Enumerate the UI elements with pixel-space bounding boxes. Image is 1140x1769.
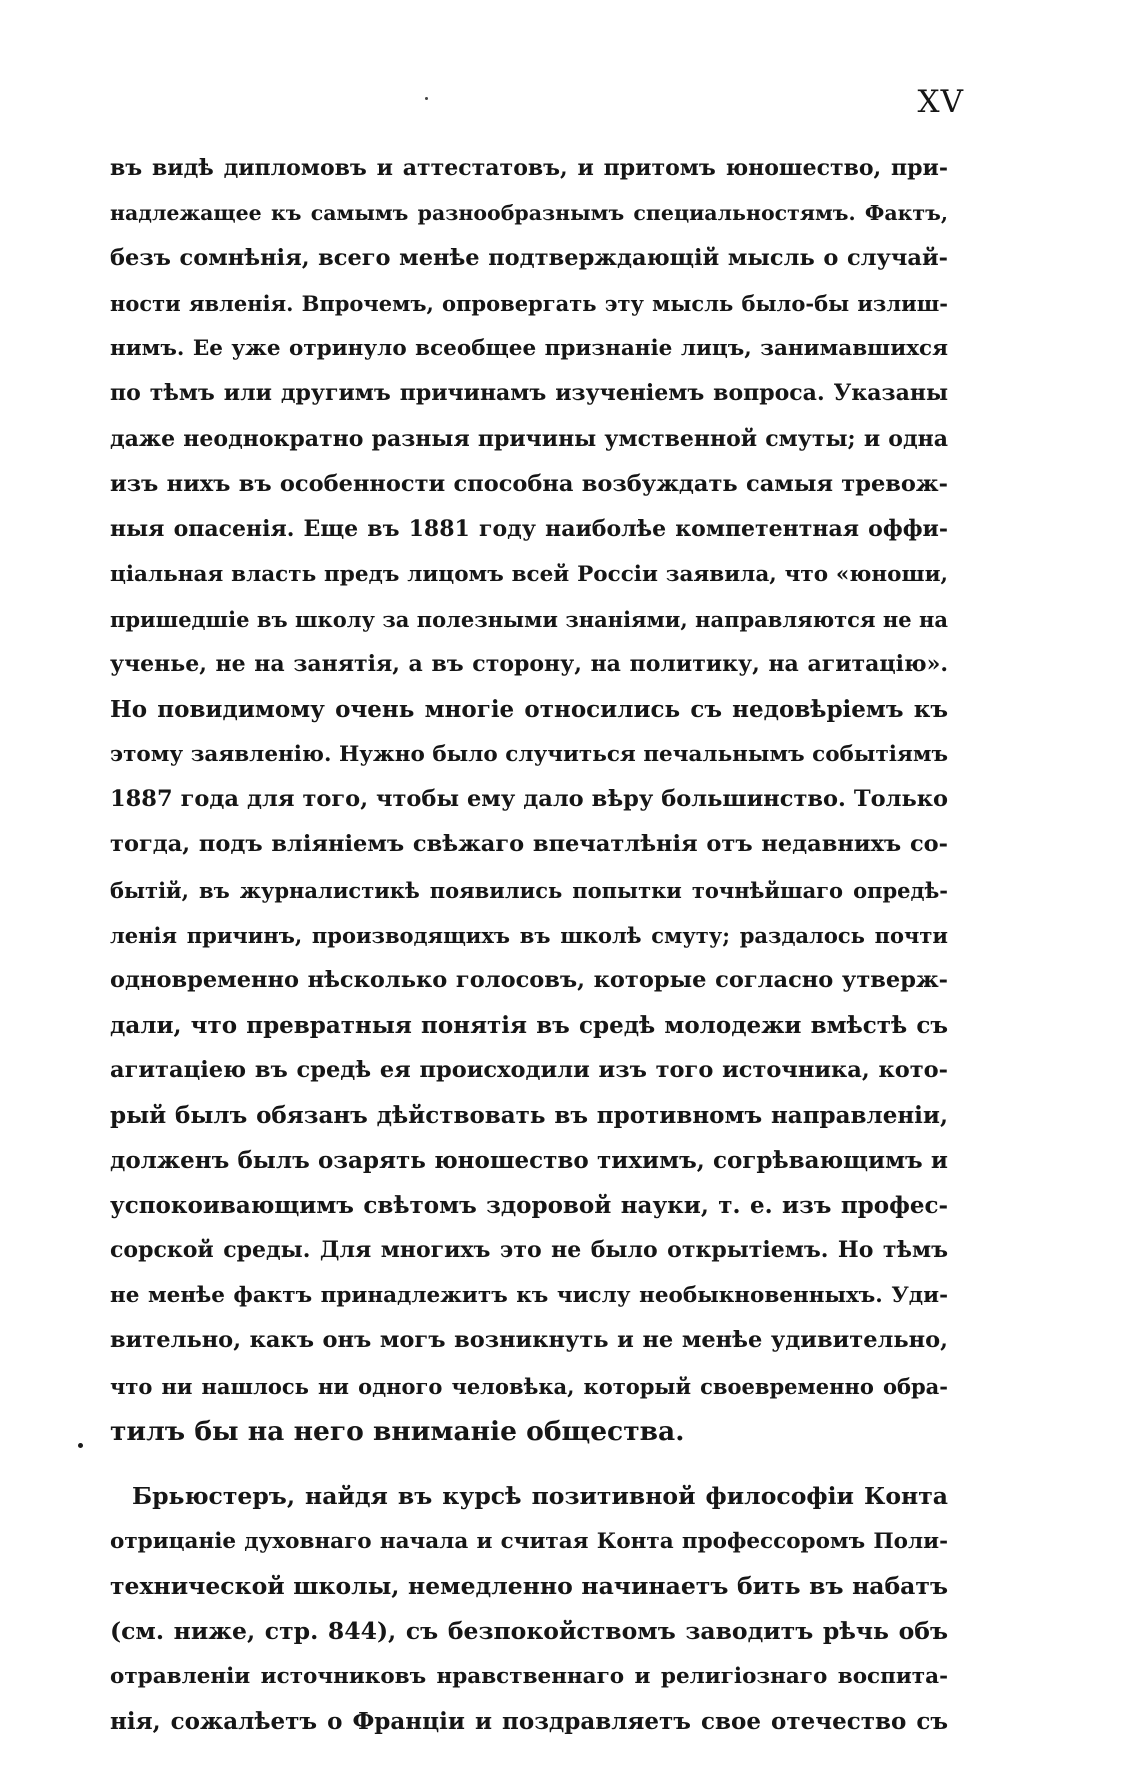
text-line: ученье, не на занятія, а въ сторону, на политику, на агитацію».: [110, 651, 948, 678]
text-line: одновременно нѣсколько голосовъ, которые согласно утверж-: [110, 966, 948, 993]
text-line: по тѣмъ или другимъ причинамъ изученіемъ вопроса. Указаны: [110, 380, 948, 407]
text-line: безъ сомнѣнія, всего менѣе подтверждающій мысль о случай-: [110, 245, 948, 272]
text-line: (см. ниже, стр. 844), съ безпокойствомъ заводитъ рѣчь объ: [110, 1617, 948, 1645]
text-line: ности явленія. Впрочемъ, опровергать эту мысль было-бы излиш-: [110, 291, 948, 317]
text-line: долженъ былъ озарять юношество тихимъ, согрѣвающимъ и: [110, 1147, 948, 1175]
text-line: пришедшіе въ школу за полезными знаніями, направляются не на: [110, 606, 948, 632]
text-line: вительно, какъ онъ могъ возникнуть и не менѣе удивительно,: [110, 1327, 948, 1354]
text-line: дали, что превратныя понятія въ средѣ молодежи вмѣстѣ съ: [110, 1011, 948, 1039]
print-speck: [425, 97, 428, 100]
text-line: техничеcкой школы, немедленно начинаетъ бить въ набатъ: [110, 1571, 948, 1600]
text-line: успокоивающимъ свѣтомъ здоровой науки, т. е. изъ профес-: [110, 1192, 948, 1220]
text-line: отравленіи источниковъ нравственнаго и религіознаго воспита-: [110, 1664, 948, 1690]
text-line: нимъ. Ее уже отринуло всеобщее признаніе лицъ, занимавшихся: [110, 336, 948, 362]
text-line: не менѣе фактъ принадлежитъ къ числу необыкновенныхъ. Уди-: [110, 1283, 948, 1309]
paragraph-1: [110, 146, 948, 1454]
text-line: Брьюстеръ, найдя въ курсѣ позитивной философіи Конта: [132, 1481, 948, 1510]
body-text: [110, 146, 948, 1744]
text-line: изъ нихъ въ особенности способна возбуждать самыя тревож-: [110, 470, 948, 497]
page-number: XV: [917, 84, 964, 120]
text-line: Но повидимому очень многіе относились съ недовѣріемъ къ: [110, 696, 948, 724]
text-line: отрицаніе духовнаго начала и считая Конта профессоромъ Поли-: [110, 1528, 948, 1554]
text-line: ціальная власть предъ лицомъ всей Россіи заявила, что «юноши,: [110, 561, 948, 587]
text-line: этому заявленію. Нужно было случиться печальнымъ событіямъ: [110, 742, 948, 768]
text-line: нія, сожалѣетъ о Франціи и поздравляетъ свое отечество съ: [110, 1708, 948, 1736]
margin-mark: [78, 1443, 83, 1448]
text-line: даже неоднократно разныя причины умственной смуты; и одна: [110, 425, 948, 452]
text-line: бытій, въ журналистикѣ появились попытки точнѣйшаго опредѣ-: [110, 877, 948, 903]
text-line: агитаціею въ средѣ ея происходили изъ того источника, кото-: [110, 1056, 948, 1083]
text-line: тогда, подъ вліяніемъ свѣжаго впечатлѣнія отъ недавнихъ со-: [110, 831, 948, 858]
text-line: ленія причинъ, производящихъ въ школѣ смуту; раздалось почти: [110, 922, 948, 948]
text-line: рый былъ обязанъ дѣйствовать въ противномъ направленіи,: [110, 1101, 948, 1129]
text-line: что ни нашлось ни одного человѣка, который своевременно обра-: [110, 1373, 948, 1399]
paragraph-gap: [110, 1454, 948, 1474]
text-line: ныя опасенія. Еще въ 1881 году наиболѣе компетентная оффи-: [110, 515, 948, 542]
text-line: въ видѣ дипломовъ и аттестатовъ, и притомъ юношество, при-: [110, 155, 948, 181]
text-line: сорской среды. Для многихъ это не было открытіемъ. Но тѣмъ: [110, 1237, 948, 1264]
text-line: надлежащее къ самымъ разнообразнымъ специальностямъ. Фактъ,: [110, 201, 948, 226]
text-line: тилъ бы на него вниманіе общества.: [110, 1415, 685, 1447]
paragraph-2: [110, 1474, 948, 1745]
text-line: 1887 года для того, чтобы ему дало вѣру большинство. Только: [110, 786, 948, 813]
